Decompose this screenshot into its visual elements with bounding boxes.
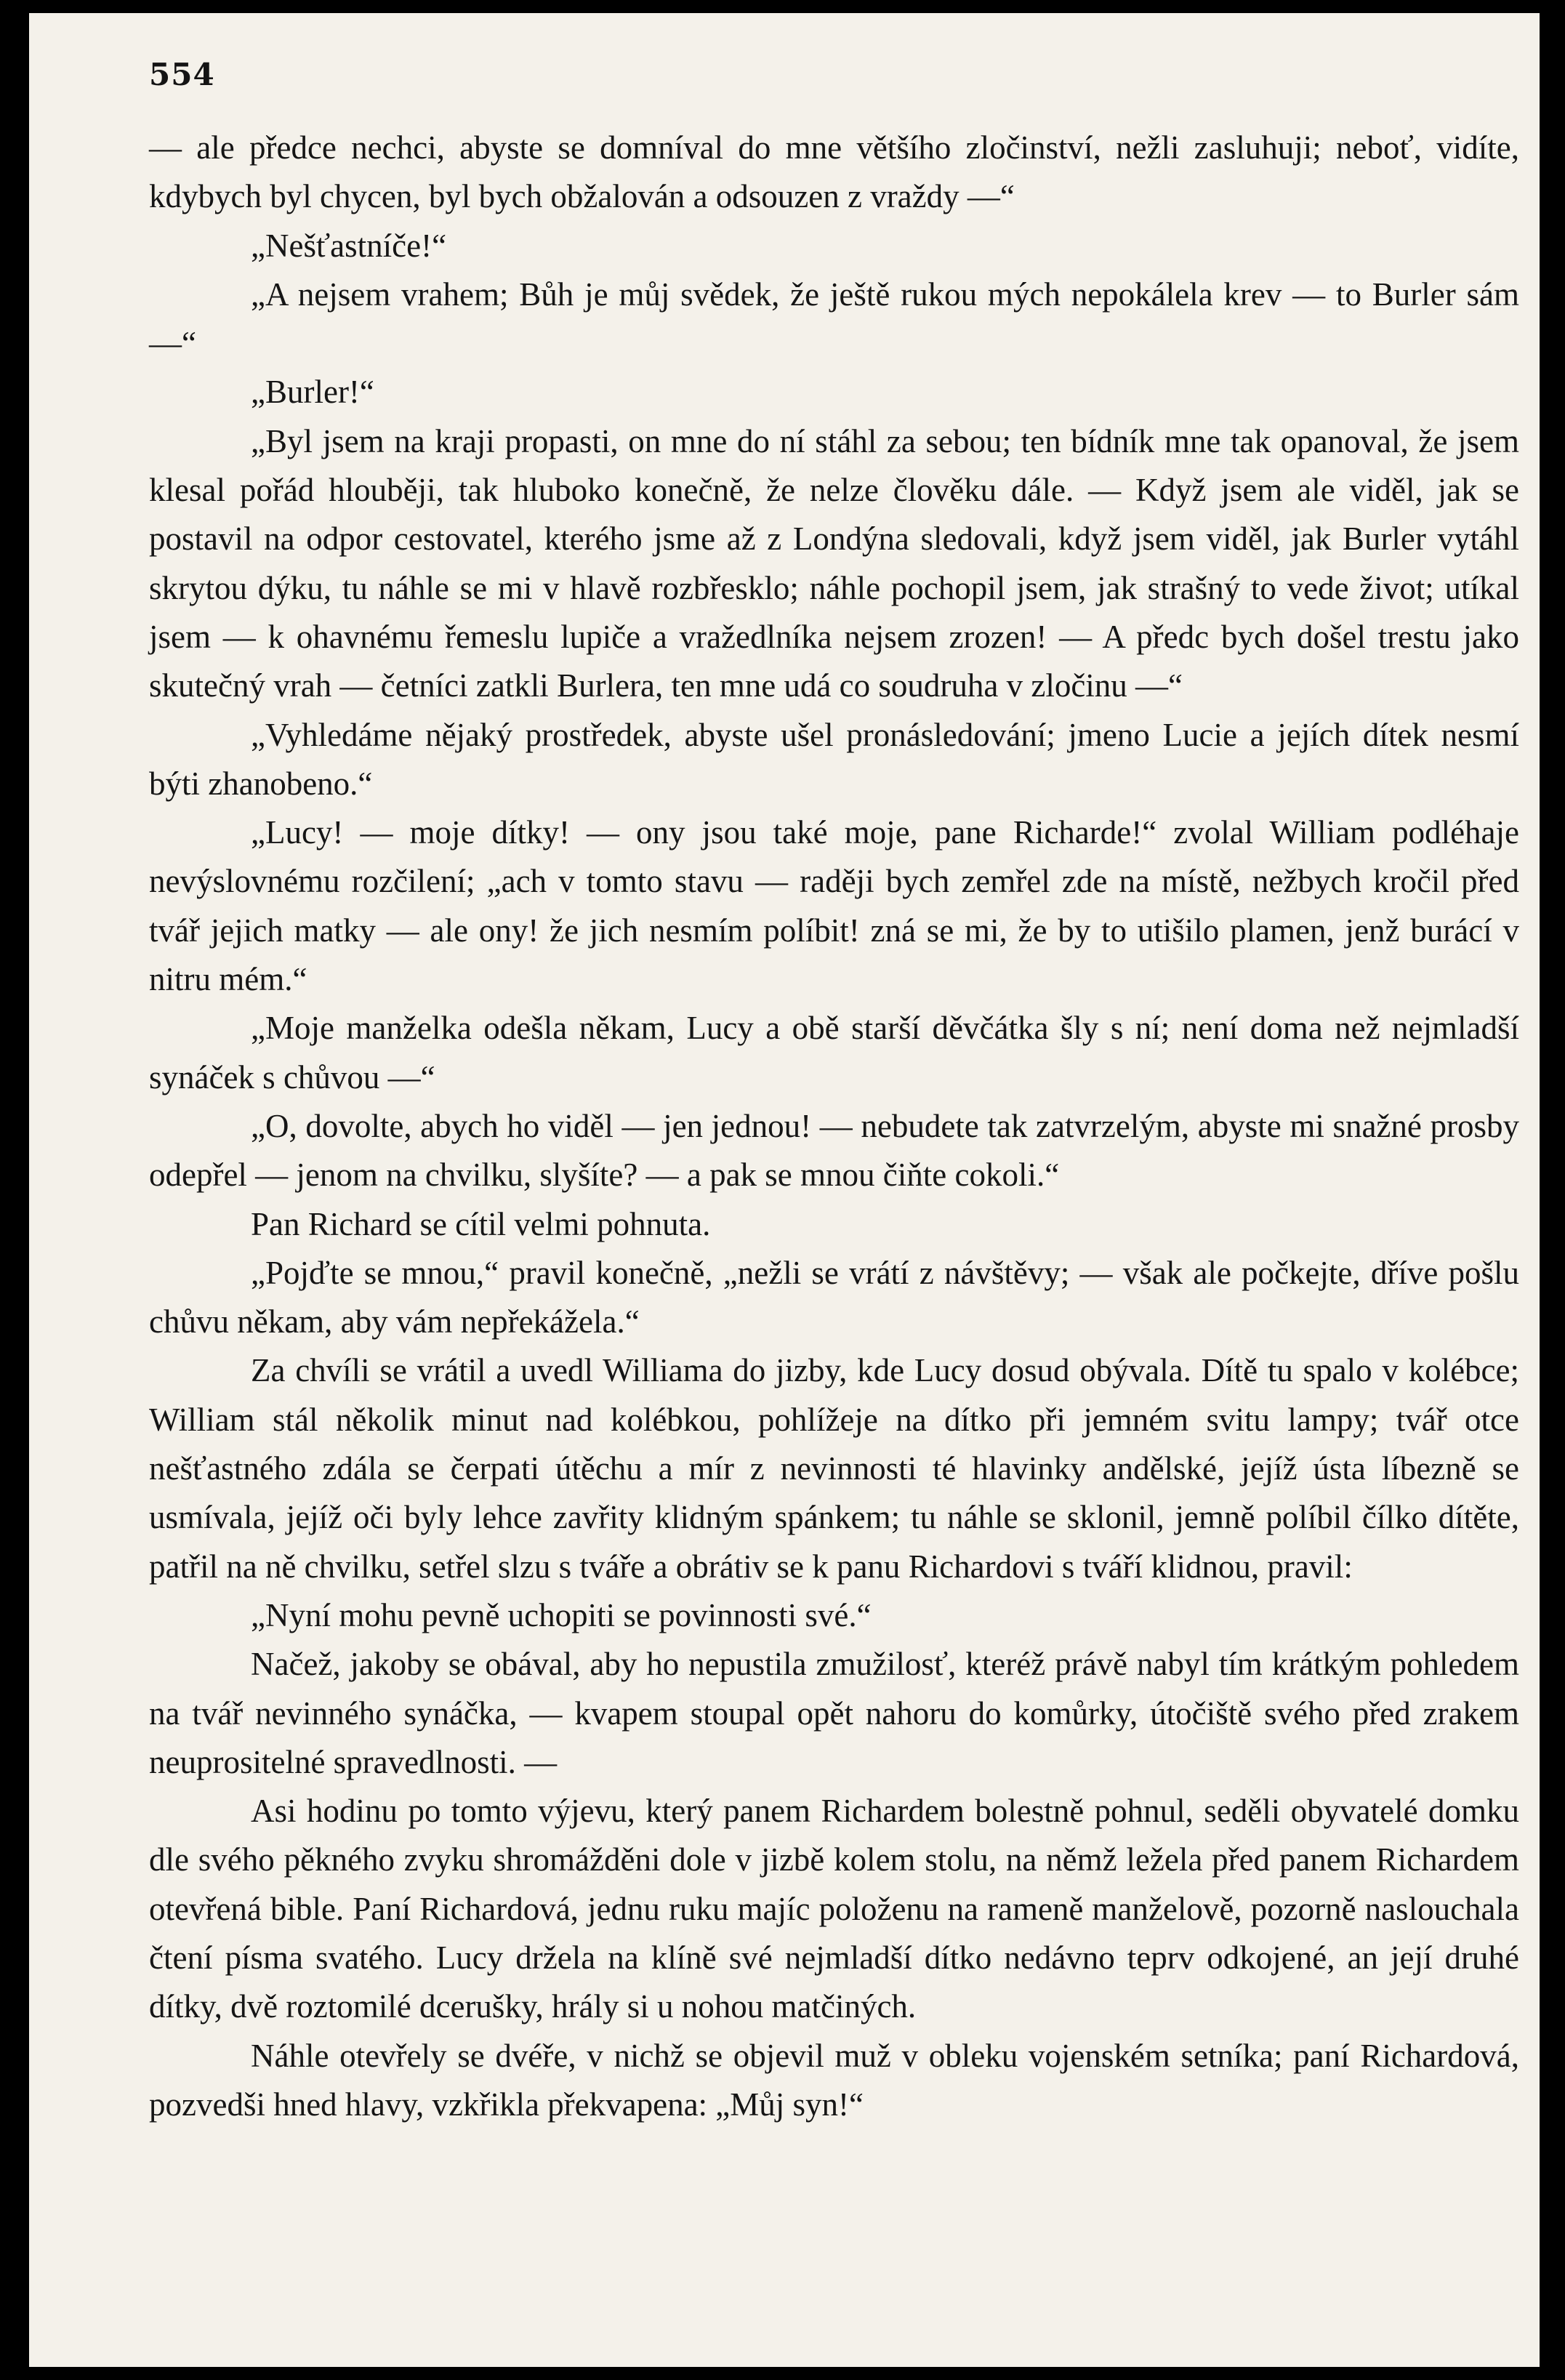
paragraph: „Burler!“	[251, 374, 374, 411]
paragraph: — ale předce nechci, abyste se domníval do mne většího zločinství, nežli zasluhuji; neboť, vidíte, kdybych byl chycen, byl bych obžalován a odsouzen z vraždy —“	[149, 129, 1519, 215]
paragraph: „Nyní mohu pevně uchopiti se povinnosti své.“	[251, 1596, 872, 1633]
paragraph: Za chvíli se vrátil a uvedl Williama do jizby, kde Lucy dosud obývala. Dítě tu spalo v kolébce; William stál několik minut nad kolébkou, pohlížeje na dítko při jemném svitu lampy; tvář otce nešťastného zdála se čerpati útěchu a mír z nevinnosti té hlavinky andělské, jejíž ústa líbezně se usmívala, jejíž oči byly lehce zavřity klidným spánkem; tu náhle se sklonil, jemně políbil čílko dítěte, patřil na ně chvilku, setřel slzu s tváře a obrátiv se k panu Richardovi s tváří klidnou, pravil:	[149, 1352, 1519, 1585]
paragraph: „Pojďte se mnou,“ pravil konečně, „nežli se vrátí z návštěvy; — však ale počkejte, dříve pošlu chůvu někam, aby vám nepřekážela.“	[149, 1254, 1519, 1340]
paragraph: Asi hodinu po tomto výjevu, který panem Richardem bolestně pohnul, seděli obyvatelé domku dle svého pěkného zvyku shromážděni dole v jizbě kolem stolu, na němž ležela před panem Richardem otevřená bible. Paní Richardová, jednu ruku majíc položenu na rameně manželově, pozorně naslouchala čtení písma svatého. Lucy držela na klíně své nejmladší dítko nedávno teprv odkojené, an její druhé dítky, dvě roztomilé dcerušky, hrály si u nohou matčiných.	[149, 1793, 1519, 2025]
paragraph: Pan Richard se cítil velmi pohnuta.	[251, 1205, 711, 1242]
paragraph: „Lucy! — moje dítky! — ony jsou také moje, pane Richarde!“ zvolal William podléhaje nevýslovnému rozčilení; „ach v tomto stavu — raději bych zemřel zde na místě, nežbych kročil před tvář jejich matky — ale ony! že jich nesmím políbit! zná se mi, že by to utišilo plamen, jenž burácí v nitru mém.“	[149, 814, 1519, 998]
page-number: 554	[149, 57, 215, 92]
book-page	[29, 13, 1540, 2367]
paragraph: „Moje manželka odešla někam, Lucy a obě starší děvčátka šly s ní; není doma než nejmladší synáček s chůvou —“	[149, 1010, 1519, 1095]
paragraph: Načež, jakoby se obával, aby ho nepustila zmužilosť, kteréž právě nabyl tím krátkým pohledem na tvář nevinného synáčka, — kvapem stoupal opět nahoru do komůrky, útočiště svého před zrakem neuprositelné spravedlnosti. —	[149, 1646, 1519, 1780]
paragraph: „Byl jsem na kraji propasti, on mne do ní stáhl za sebou; ten bídník mne tak opanoval, že jsem klesal pořád hlouběji, tak hluboko konečně, že nelze člověku dále. — Když jsem ale viděl, jak se postavil na odpor cestovatel, kterého jsme až z Londýna sledovali, když jsem viděl, jak Burler vytáhl skrytou dýku, tu náhle se mi v hlavě rozbřesklo; náhle pochopil jsem, jak strašný to vede život; utíkal jsem — k ohavnému řemeslu lupiče a vražedlníka nejsem zrozen! — A předc bych došel trestu jako skutečný vrah — četníci zatkli Burlera, ten mne udá co soudruha v zločinu —“	[149, 422, 1519, 704]
paragraph: „Nešťastníče!“	[251, 227, 447, 264]
paragraph: „O, dovolte, abych ho viděl — jen jednou! — nebudete tak zatvrzelým, abyste mi snažné prosby odepřel — jenom na chvilku, slyšíte? — a pak se mnou čiňte cokoli.“	[149, 1107, 1519, 1194]
paragraph: „A nejsem vrahem; Bůh je můj svědek, že ještě rukou mých nepokálela krev — to Burler sám —“	[149, 276, 1519, 362]
paragraph: Náhle otevřely se dvéře, v nichž se objevil muž v obleku vojenském setníka; paní Richardová, pozvedši hned hlavy, vzkřikla překvapena: „Můj syn!“	[149, 2037, 1519, 2123]
body-text	[149, 124, 1519, 2129]
paragraph: „Vyhledáme nějaký prostředek, abyste ušel pronásledování; jmeno Lucie a jejích dítek nesmí býti zhanobeno.“	[149, 716, 1519, 802]
